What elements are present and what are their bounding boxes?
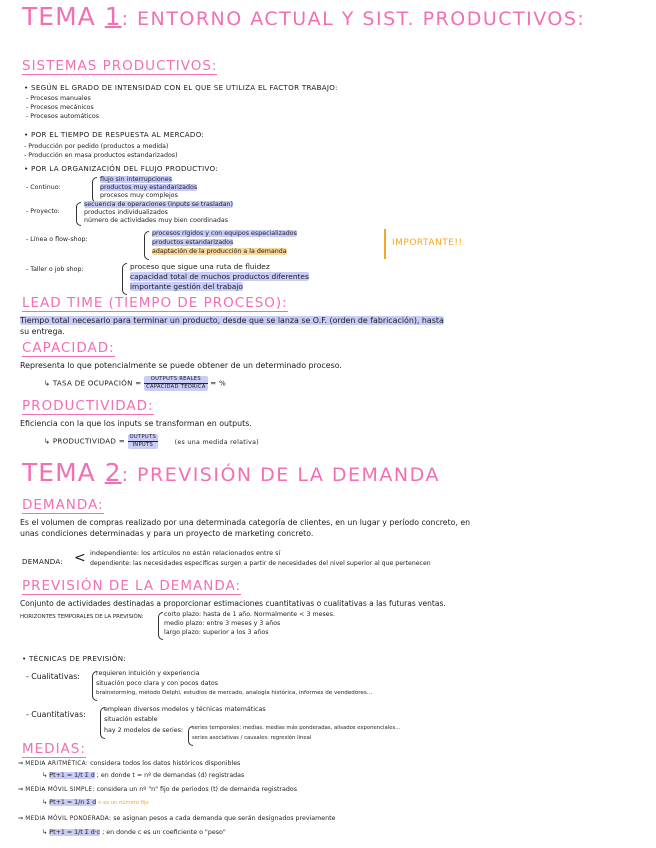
media-movil-ponderada: ⇒ MEDIA MÓVIL PONDERADA: se asignan pesos a cada demanda que serán designados previamente bbox=[18, 815, 336, 822]
productividad-heading: PRODUCTIVIDAD: bbox=[22, 398, 154, 414]
tema1-prefix: TEMA bbox=[22, 2, 105, 31]
tema2-rest: : PREVISIÓN DE LA DEMANDA bbox=[121, 464, 440, 486]
tema1-number: 1 bbox=[104, 2, 122, 31]
cuali-item-1: requieren intuición y experiencia bbox=[96, 670, 200, 677]
horiz-item-3: largo plazo: superior a los 3 años bbox=[164, 629, 269, 636]
taller-item-1: proceso que sigue una ruta de fluidez bbox=[130, 262, 270, 271]
cuali-item-3: brainstorming, método Delphi, estudios de mercado, analogía histórica, informes de vendedores... bbox=[96, 690, 373, 696]
horizontes-brace bbox=[158, 612, 163, 640]
return-arrow-icon: ↳ bbox=[44, 436, 51, 446]
b1-item-2: - Procesos mecánicos bbox=[26, 104, 94, 111]
media-movil-simple-formula: ↳ Pt+1 = 1/n Σ d n es un número fijo bbox=[42, 799, 149, 806]
cuali-item-2: situación poco clara y con pocos datos bbox=[96, 680, 219, 687]
demanda-line1: Es el volumen de compras realizado por una determinada categoría de clientes, en un lugar y período concreto, en bbox=[20, 518, 471, 527]
prevision-line1: Conjunto de actividades destinadas a proporcionar estimaciones cuantitativas o cualitativas a las futuras ventas. bbox=[20, 599, 446, 608]
demanda-independiente: independiente: los artículos no están relacionados entre sí bbox=[90, 549, 281, 557]
cuanti-item-3: hay 2 modelos de series: bbox=[104, 727, 183, 734]
horiz-item-1: corto plazo: hasta de 1 año. Normalmente < 3 meses. bbox=[164, 611, 335, 618]
linea-label: - Línea o flow-shop: bbox=[26, 236, 88, 243]
proyecto-label: - Proyecto: bbox=[26, 208, 60, 215]
capacidad-heading: CAPACIDAD: bbox=[22, 340, 115, 356]
medias-heading: MEDIAS: bbox=[22, 741, 86, 757]
proyecto-item-3: número de actividades muy bien coordinadas bbox=[84, 217, 229, 224]
taller-brace bbox=[122, 263, 127, 295]
cuantitativas-label: - Cuantitativas: bbox=[26, 710, 86, 719]
leadtime-heading: LEAD TIME (TIEMPO DE PROCESO): bbox=[22, 295, 288, 311]
demanda-heading: DEMANDA: bbox=[22, 497, 104, 513]
linea-item-3: adaptación de la producción a la demanda bbox=[152, 248, 287, 255]
b1-item-1: - Procesos manuales bbox=[26, 95, 91, 102]
media-aritmetica: ⇒ MEDIA ARITMÉTICA: considera todos los datos históricos disponibles bbox=[18, 760, 241, 767]
tema2-title: TEMA 2: PREVISIÓN DE LA DEMANDA bbox=[22, 458, 440, 487]
media-movil-simple: ⇒ MEDIA MÓVIL SIMPLE: considera un nº "n" fijo de periodos (t) de demanda registrados bbox=[18, 786, 297, 793]
demanda-line2: unas condiciones determinadas y para un proyecto de marketing concreto. bbox=[20, 529, 314, 538]
horizontes-label: HORIZONTES TEMPORALES DE LA PREVISIÓN: bbox=[20, 614, 144, 620]
productividad-line1: Eficiencia con la que los inputs se transforman en outputs. bbox=[20, 419, 252, 428]
sistemas-b3: • POR LA ORGANIZACIÓN DEL FLUJO PRODUCTIVO: bbox=[24, 164, 219, 173]
continuo-label: - Continuo: bbox=[26, 184, 61, 191]
linea-brace bbox=[144, 231, 149, 260]
continuo-brace bbox=[92, 177, 97, 203]
media-aritmetica-formula: ↳ Pt+1 = 1/t Σ d ; en donde t = nº de demandas (d) registradas bbox=[42, 772, 245, 779]
continuo-item-3: procesos muy complejos bbox=[100, 192, 178, 199]
taller-item-3: importante gestión del trabajo bbox=[130, 282, 243, 291]
b2-item-2: - Producción en masa productos estandarizados) bbox=[24, 152, 178, 159]
sistemas-b2: • POR EL TIEMPO DE RESPUESTA AL MERCADO: bbox=[24, 130, 205, 139]
proyecto-brace bbox=[76, 202, 81, 226]
proyecto-item-2: productos individualizados bbox=[84, 209, 168, 216]
b1-item-3: - Procesos automáticos bbox=[26, 113, 99, 120]
horiz-item-2: medio plazo: entre 3 meses y 3 años bbox=[164, 620, 281, 627]
cuanti-item-2: situación estable bbox=[104, 716, 158, 723]
demanda-dependiente: dependiente: las necesidades específicas surgen a partir de necesidades del nivel superior al que pertenecen bbox=[90, 560, 431, 567]
taller-item-2: capacidad total de muchos productos diferentes bbox=[130, 272, 309, 281]
tema2-number: 2 bbox=[104, 458, 122, 487]
return-arrow-icon: ↳ bbox=[44, 378, 51, 388]
linea-item-1: procesos rígidos y con equipos especializados bbox=[152, 230, 297, 237]
prevision-heading: PREVISIÓN DE LA DEMANDA: bbox=[22, 578, 242, 594]
proyecto-item-1: secuencia de operaciones (inputs se trasladan) bbox=[84, 201, 234, 208]
series-item-1: series temporales: medias, medias más ponderadas, alisados exponenciales... bbox=[192, 725, 401, 731]
productividad-fraction: $\frac{\text{OUTPUTS}}{\text{INPUTS}}$ bbox=[129, 434, 157, 448]
tema1-rest: : ENTORNO ACTUAL Y SIST. PRODUCTIVOS: bbox=[121, 8, 586, 30]
demanda-label: DEMANDA: bbox=[22, 557, 64, 566]
tasa-ocupacion: ↳ TASA DE OCUPACIÓN = $\frac{\text{OUTPUTS REALES}}{\text{CAPACIDAD TEÓRICA}}$ = % bbox=[44, 376, 227, 390]
series-item-2: series asociativas / causales: regresión lineal bbox=[192, 735, 312, 741]
leadtime-line2: su entrega. bbox=[20, 327, 65, 336]
linea-item-2: productos estandarizados bbox=[152, 239, 234, 246]
leadtime-line1: Tiempo total necesario para terminar un producto, desde que se lanza se O.F. (orden de fabricación), hasta bbox=[20, 316, 444, 325]
productividad-formula: ↳ PRODUCTIVIDAD = $\frac{\text{OUTPUTS}}{\text{INPUTS}}$ (es una medida relativa) bbox=[44, 434, 260, 448]
tema1-title bbox=[22, 2, 585, 31]
sistemas-b1: • SEGÚN EL GRADO DE INTENSIDAD CON EL QUE SE UTILIZA EL FACTOR TRABAJO: bbox=[24, 83, 338, 92]
b2-item-1: - Producción por pedido (productos a medida) bbox=[24, 143, 169, 150]
continuo-item-2: productos muy estandarizados bbox=[100, 184, 198, 191]
taller-label: - Taller o job shop: bbox=[26, 266, 84, 273]
sistemas-heading: SISTEMAS PRODUCTIVOS: bbox=[22, 58, 218, 74]
continuo-item-1: flujo sin interrupciones bbox=[100, 176, 172, 183]
cuanti-item-1: emplean diversos modelos y técnicas matemáticas bbox=[104, 706, 266, 713]
less-than-brace: < bbox=[74, 550, 86, 566]
capacidad-line1: Representa lo que potencialmente se puede obtener de un determinado proceso. bbox=[20, 361, 342, 370]
media-movil-ponderada-formula: ↳ Pt+1 = 1/t Σ d·c ; en donde c es un coeficiente o "peso" bbox=[42, 829, 226, 836]
cualitativas-label: - Cualitativas: bbox=[26, 672, 80, 681]
importante-bar bbox=[384, 229, 386, 259]
tasa-fraction: $\frac{\text{OUTPUTS REALES}}{\text{CAPACIDAD TEÓRICA}}$ bbox=[146, 376, 206, 390]
importante-note: IMPORTANTE!! bbox=[392, 238, 463, 248]
tecnicas-heading: • TÉCNICAS DE PREVISIÓN: bbox=[22, 654, 127, 663]
